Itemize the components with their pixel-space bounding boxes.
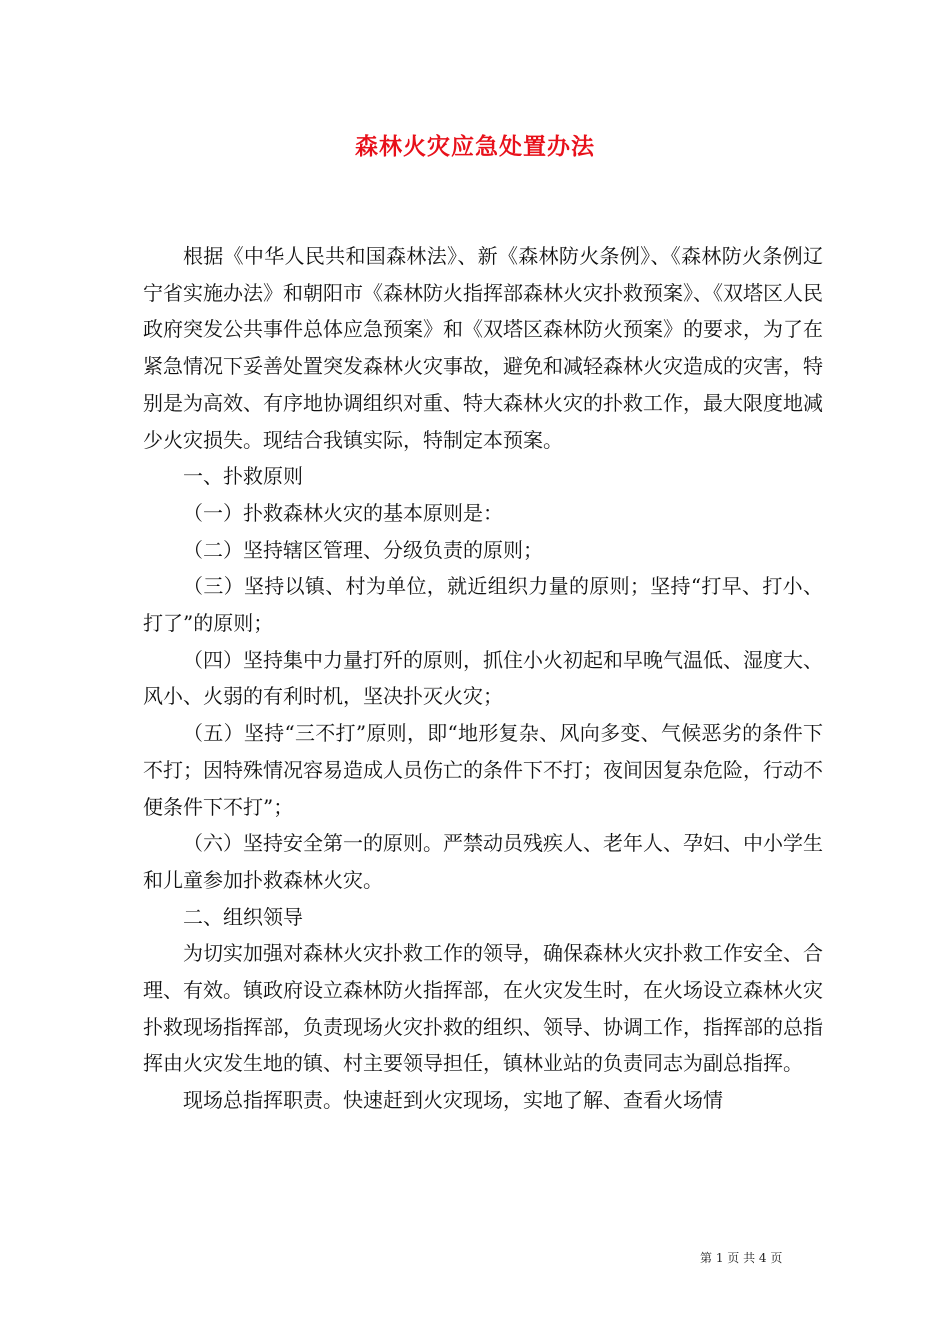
- paragraph-principle-6: （六）坚持安全第一的原则。严禁动员残疾人、老年人、孕妇、中小学生和儿童参加扑救森林火灾。: [143, 831, 823, 892]
- paragraph-principle-3: （三）坚持以镇、村为单位，就近组织力量的原则；坚持“打早、打小、打了”的原则；: [143, 574, 823, 636]
- page-number-footer: 第 1 页 共 4 页: [700, 1251, 783, 1265]
- paragraph-commander-duties: 现场总指挥职责。快速赶到火灾现场，实地了解、查看火场情: [183, 1088, 723, 1113]
- paragraph-organization: 为切实加强对森林火灾扑救工作的领导，确保森林火灾扑救工作安全、合理、有效。镇政府设立森林防火指挥部，在火灾发生时，在火场设立森林火灾扑救现场指挥部，负责现场火灾扑救的组织、领导、协调工作，指挥部的总指挥由火灾发生地的镇、村主要领导担任，镇林业站的负责同志为副总指挥。: [143, 941, 823, 1076]
- section-heading-principles: 一、扑救原则: [183, 464, 303, 489]
- section-heading-organization: 二、组织领导: [183, 904, 303, 929]
- document-title: 森林火灾应急处置办法: [355, 133, 595, 160]
- document-body: [143, 238, 823, 1119]
- paragraph-principle-5: （五）坚持“三不打”原则，即“地形复杂、风向多变、气候恶劣的条件下不打；因特殊情况容易造成人员伤亡的条件下不打；夜间因复杂危险，行动不便条件下不打”；: [143, 721, 823, 819]
- paragraph-principle-1: （一）扑救森林火灾的基本原则是：: [183, 500, 503, 525]
- paragraph-intro: 根据《中华人民共和国森林法》、新《森林防火条例》、《森林防火条例辽宁省实施办法》和朝阳市《森林防火指挥部森林火灾扑救预案》、《双塔区人民政府突发公共事件总体应急预案》和《双塔区森林防火预案》的要求，为了在紧急情况下妥善处置突发森林火灾事故，避免和减轻森林火灾造成的灾害，特别是为高效、有序地协调组织对重、特大森林火灾的扑救工作，最大限度地减少火灾损失。现结合我镇实际，特制定本预案。: [143, 244, 823, 452]
- paragraph-principle-2: （二）坚持辖区管理、分级负责的原则；: [183, 537, 543, 562]
- paragraph-principle-4: （四）坚持集中力量打歼的原则，抓住小火初起和早晚气温低、湿度大、风小、火弱的有利时机，坚决扑灭火灾；: [143, 647, 823, 709]
